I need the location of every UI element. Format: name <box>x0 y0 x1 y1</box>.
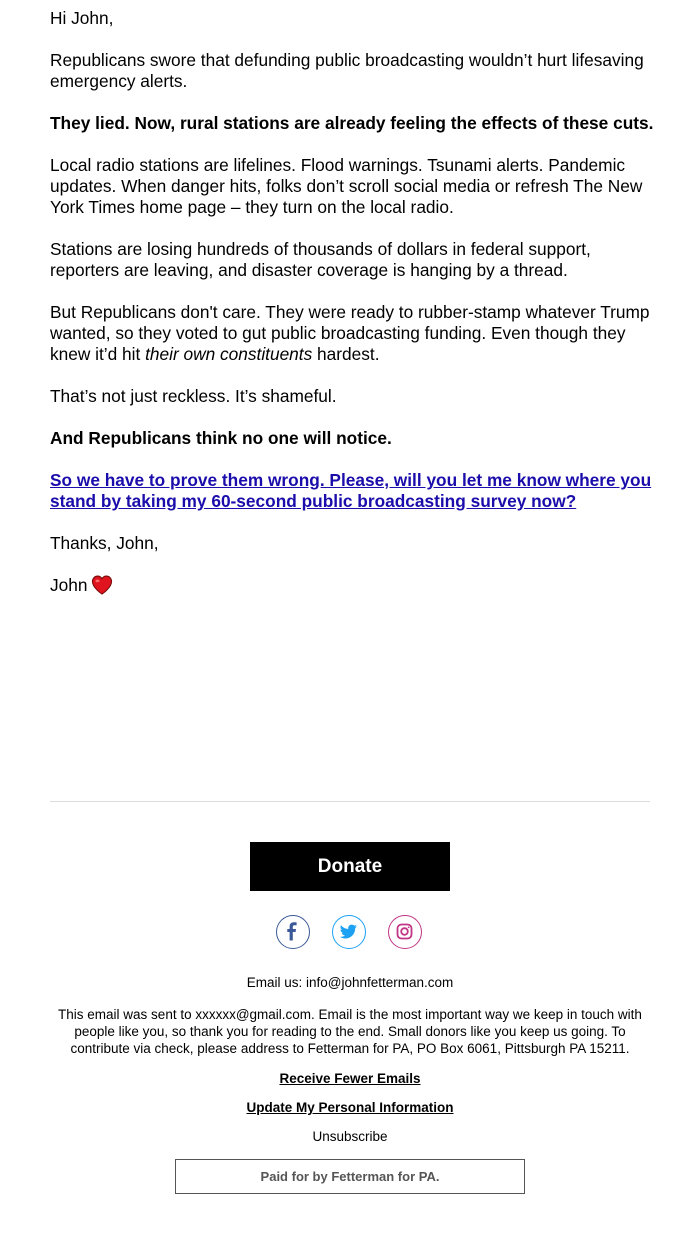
heart-icon <box>91 575 113 600</box>
twitter-link[interactable] <box>332 915 366 949</box>
paid-for-disclaimer: Paid for by Fetterman for PA. <box>175 1159 525 1194</box>
paragraph-text-start: But Republicans don't care. They were ready to rubber-stamp whatever Trump wanted, so they voted to gut public broadcasting funding. Even though they knew it’d hit <box>50 302 650 364</box>
paragraph-no-one-will-notice: And Republicans think no one will notice. <box>50 428 392 448</box>
footer-divider <box>50 801 650 802</box>
donate-button[interactable]: Donate <box>250 842 450 891</box>
greeting: Hi John, <box>50 8 114 28</box>
social-links <box>0 915 700 951</box>
email-body <box>50 8 660 621</box>
paragraph-intro: Republicans swore that defunding public broadcasting wouldn’t hurt lifesaving emergency alerts. <box>50 50 644 91</box>
survey-link[interactable]: So we have to prove them wrong. Please, will you let me know where you stand by taking my 60-second public broadcasting survey now? <box>50 470 652 511</box>
contact-email-line: Email us: info@johnfetterman.com <box>246 975 454 990</box>
unsubscribe-link[interactable]: Unsubscribe <box>312 1129 388 1144</box>
paragraph-stations-losing: Stations are losing hundreds of thousands of dollars in federal support, reporters are leaving, and disaster coverage is hanging by a thread. <box>50 239 591 280</box>
paragraph-text-end: hardest. <box>312 344 380 364</box>
paragraph-shameful: That’s not just reckless. It’s shameful. <box>50 386 337 406</box>
facebook-link[interactable] <box>276 915 310 949</box>
footer-disclaimer: This email was sent to xxxxxx@gmail.com. Email is the most important way we keep in touch with people like you, so thank you for reading to the end. Small donors like you keep us going. To contribute via check, please address to Fetterman for PA, PO Box 6061, Pittsburgh PA 15211. <box>58 1007 642 1056</box>
cta-paragraph <box>50 470 660 512</box>
unsubscribe-row <box>50 1128 650 1145</box>
instagram-icon <box>389 916 420 947</box>
instagram-link[interactable] <box>388 915 422 949</box>
receive-fewer-emails-link[interactable]: Receive Fewer Emails <box>279 1071 421 1086</box>
facebook-icon <box>277 916 308 947</box>
paragraph-they-lied: They lied. Now, rural stations are already feeling the effects of these cuts. <box>50 113 654 133</box>
update-info-row <box>50 1099 650 1116</box>
thanks-line: Thanks, John, <box>50 533 159 553</box>
update-personal-info-link[interactable]: Update My Personal Information <box>246 1100 454 1115</box>
paragraph-republicans-dont-care <box>50 302 660 365</box>
signature-line <box>50 575 660 600</box>
twitter-icon <box>333 916 364 947</box>
emphasis-constituents: their own constituents <box>145 344 313 364</box>
paragraph-local-radio: Local radio stations are lifelines. Flood warnings. Tsunami alerts. Pandemic updates. When danger hits, folks don’t scroll social media or refresh The New York Times home page – they turn on the local radio. <box>50 155 643 217</box>
signature-name: John <box>50 575 88 595</box>
receive-fewer-emails-row <box>50 1070 650 1087</box>
